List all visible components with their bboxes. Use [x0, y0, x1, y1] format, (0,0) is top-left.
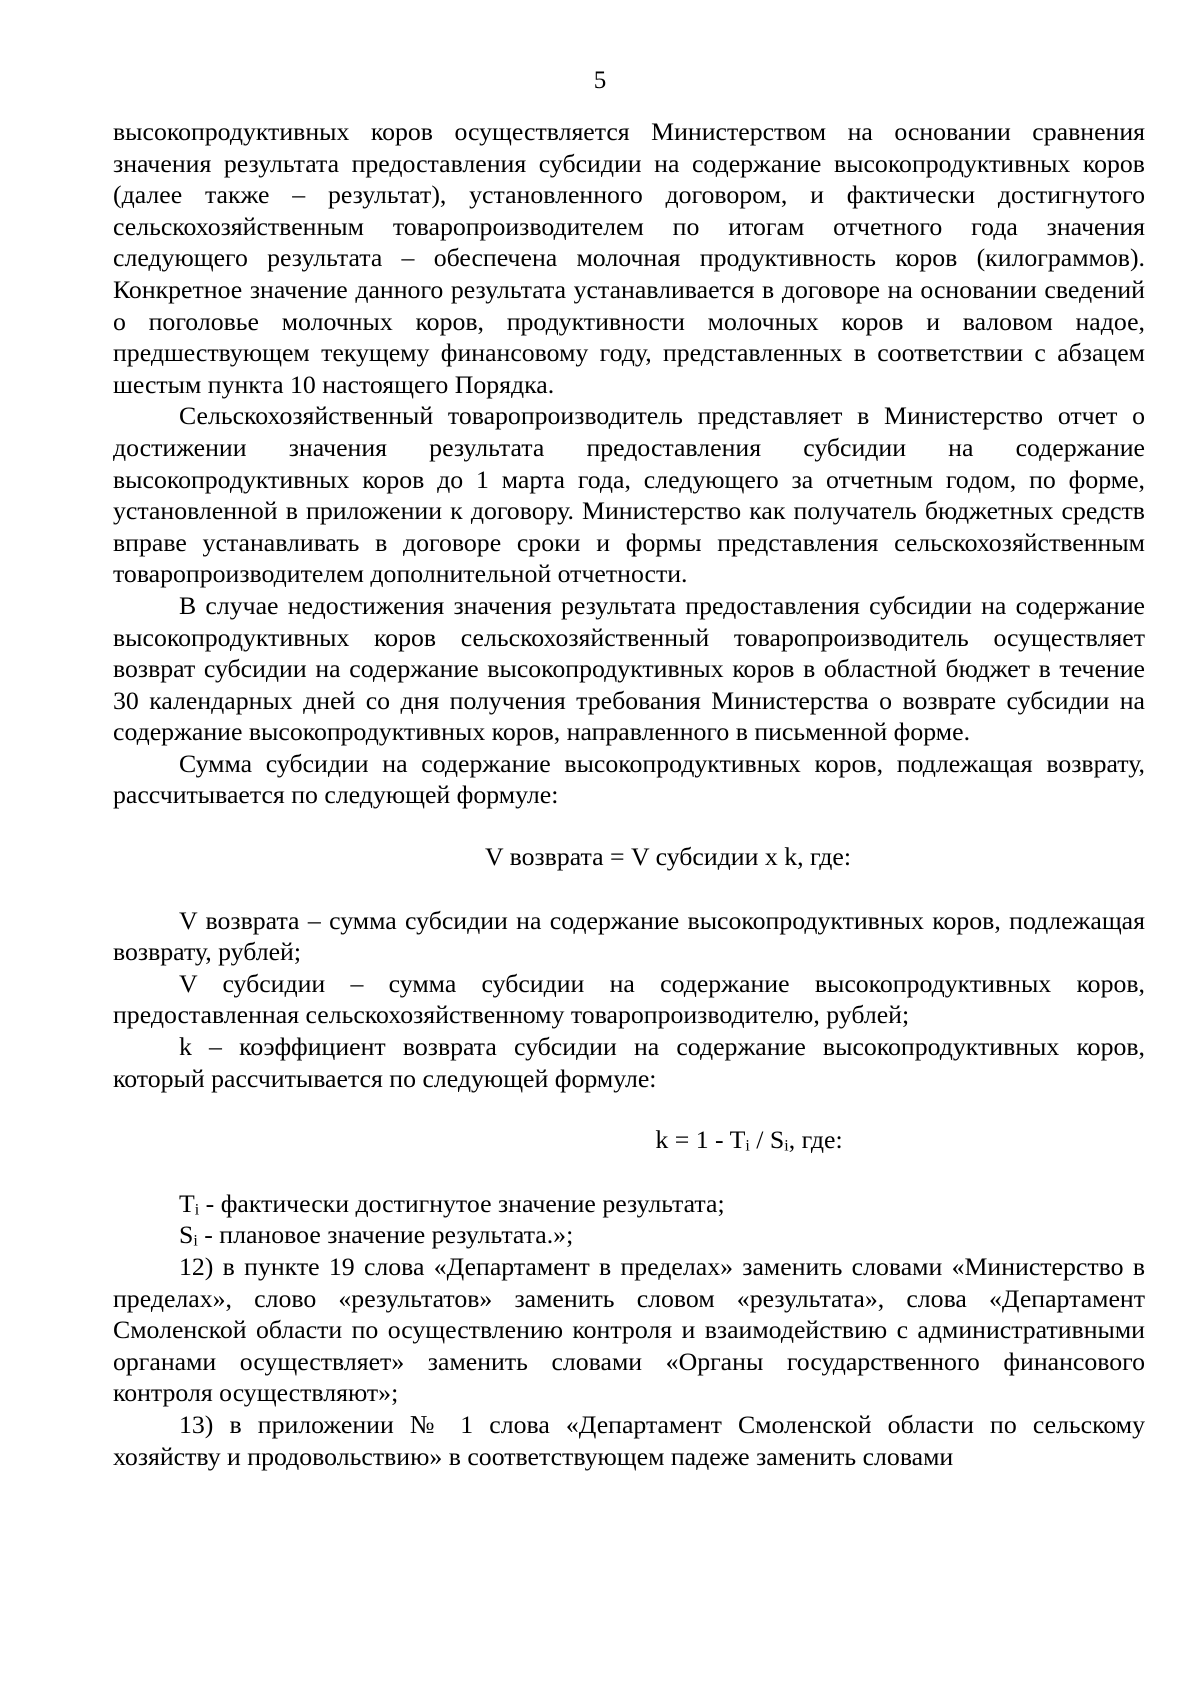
- paragraph: высокопродуктивных коров осуществляется Министерством на основании сравнения значения результата предоставления субсидии на содержание высокопродуктивных коров (далее также – результат), установленного договором, и фактически достигнутого сельскохозяйственным товаропроизводителем по итогам отчетного года значения следующего результата – обеспечена молочная продуктивность коров (килограммов). Конкретное значение данного результата устанавливается в договоре на основании сведений о поголовье молочных коров, продуктивности молочных коров и валовом надое, предшествующем текущему финансовому году, представленных в соответствии с абзацем шестым пункта 10 настоящего Порядка.: [113, 117, 1145, 399]
- symbol: T: [179, 1188, 195, 1218]
- definition-v-return: V возврата – сумма субсидии на содержание высокопродуктивных коров, подлежащая возврату, рублей;: [113, 905, 1145, 967]
- symbol-subscript: i: [193, 1232, 198, 1250]
- symbol: S: [179, 1220, 194, 1250]
- definition-t: [113, 1188, 1145, 1220]
- definition-s: [113, 1219, 1145, 1251]
- definition-text: - плановое значение результата.»;: [197, 1220, 574, 1250]
- paragraph: Сельскохозяйственный товаропроизводитель представляет в Министерство отчет о достижении значения результата предоставления субсидии на содержание высокопродуктивных коров до 1 марта года, следующего за отчетным годом, по форме, установленной в приложении к договору. Министерство как получатель бюджетных средств вправе устанавливать в договоре сроки и формы представления сельскохозяйственным товаропроизводителем дополнительной отчетности.: [113, 401, 1145, 589]
- formula-coefficient: [113, 1124, 1145, 1156]
- paragraph: Сумма субсидии на содержание высокопродуктивных коров, подлежащая возврату, рассчитывается по следующей формуле:: [113, 748, 1145, 810]
- definition-text: - фактически достигнутое значение результата;: [199, 1188, 725, 1218]
- document-body: [113, 116, 1145, 1472]
- symbol-subscript: i: [194, 1201, 200, 1219]
- definition-k: k – коэффициент возврата субсидии на содержание высокопродуктивных коров, который рассчитывается по следующей формуле:: [113, 1032, 1145, 1093]
- paragraph: 13) в приложении № 1 слова «Департамент Смоленской области по сельскому хозяйству и продовольствию» в соответствующем падеже заменить словами: [113, 1409, 1145, 1471]
- formula-subscript: i: [784, 1137, 789, 1155]
- definition-v-subsidy: V субсидии – сумма субсидии на содержание высокопродуктивных коров, предоставленная сельскохозяйственному товаропроизводителю, рублей;: [113, 968, 1145, 1030]
- page-number: 5: [593, 67, 607, 94]
- formula-part: , где:: [788, 1125, 843, 1155]
- formula-part: k = 1 - T: [655, 1125, 746, 1155]
- formula-return-amount: V возврата = V субсидии х k, где:: [484, 842, 852, 872]
- paragraph: В случае недостижения значения результата предоставления субсидии на содержание высокопродуктивных коров сельскохозяйственный товаропроизводитель осуществляет возврат субсидии на содержание высокопродуктивных коров в областной бюджет в течение 30 календарных дней со дня получения требования Министерства о возврате субсидии на содержание высокопродуктивных коров, направленного в письменной форме.: [113, 590, 1145, 747]
- paragraph: 12) в пункте 19 слова «Департамент в пределах» заменить словами «Министерство в пределах», слово «результатов» заменить словом «результата», слова «Департамент Смоленской области по осуществлению контроля и взаимодействию с административными органами осуществляет» заменить словами «Органы государственного финансового контроля осуществляют»;: [113, 1252, 1145, 1408]
- formula-part: / S: [749, 1125, 785, 1155]
- formula-subscript: i: [745, 1137, 750, 1155]
